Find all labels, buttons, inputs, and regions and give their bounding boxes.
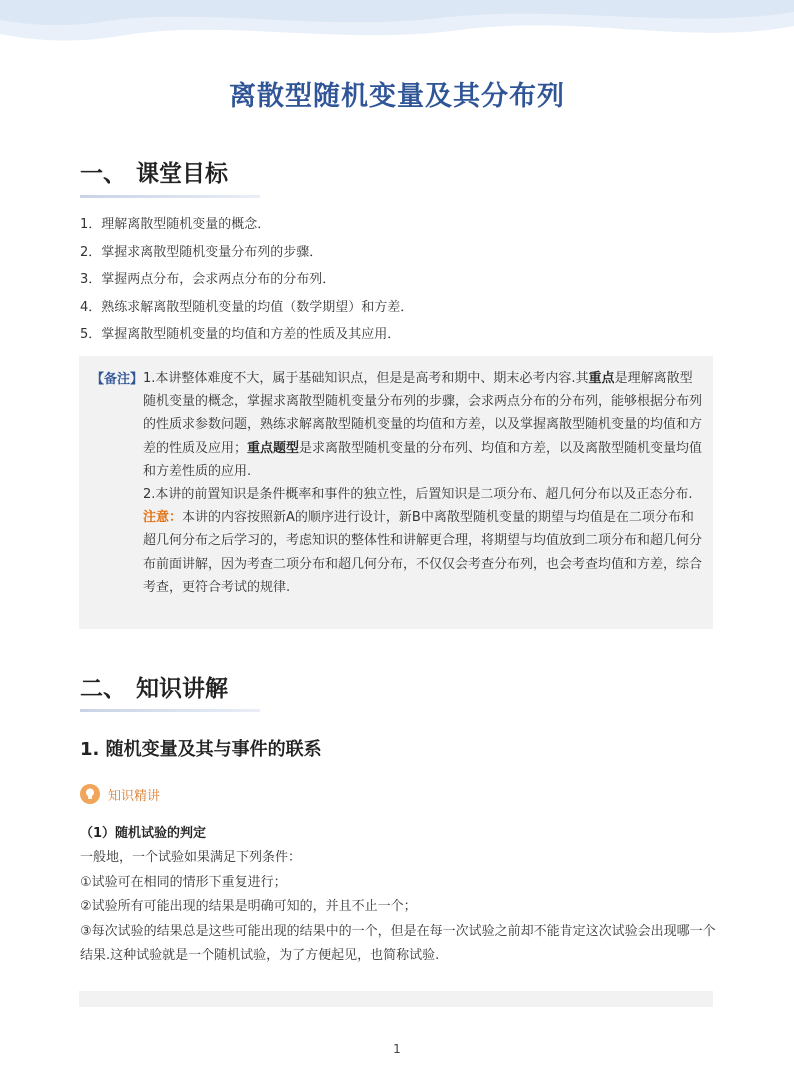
header-wave-decoration [0,0,794,60]
section-heading-knowledge [80,670,228,703]
section-title: 知识讲解 [136,676,228,702]
bottom-shaded-bar [79,991,713,1007]
document-title: 离散型随机变量及其分布列 [229,81,565,112]
item-title: （1）随机试验的判定 [80,826,207,841]
note-text: 是理解离散型随机变量的概念，掌握求离散型随机变量分布列的步骤，会求两点分布的分布列，能够根据分布列的性质求参数问题，熟练求解离散型随机变量的均值和方差，以及掌握离散型随机变量的均值和方差的性质及应用； [143,371,703,456]
section-number: 一、 [80,161,126,187]
goal-item: 4．熟练求解离散型随机变量的均值（数学期望）和方差． [80,299,414,315]
goal-item: 5．掌握离散型随机变量的均值和方差的性质及其应用． [80,327,401,342]
warning-label: 注意： [143,510,183,526]
goal-item: 1．理解离散型随机变量的概念． [80,217,271,232]
body-line: ②试验所有可能出现的结果是明确可知的，并且不止一个； [80,899,417,915]
note-tag: 【备注】 [91,372,144,387]
note-text: 1.本讲整体难度不大，属于基础知识点，但是是高考和期中、期末必考内容.其 [143,371,589,386]
page-number: 1 [393,1042,401,1056]
section-heading-goals [80,155,228,188]
subsection-title: 1. 随机变量及其与事件的联系 [80,739,322,760]
note-box [79,356,713,629]
body-text [80,846,720,969]
goal-item: 3．掌握两点分布，会求两点分布的分布列． [80,272,336,287]
note-text: 本讲的内容按照新A的顺序进行设计，新B中离散型随机变量的期望与均值是在二项分布和超几何分布之后学习的，考虑知识的整体性和讲解更合理，将期望与均值放到二项分布和超几何分布前面讲解，因为考查二项分布和超几何分布，不仅仅会考查分布列，也会考查均值和方差，综合考查，更符合考试的规律. [143,510,703,595]
body-line: ③每次试验的结果总是这些可能出现的结果中的一个，但是在每一次试验之前却不能肯定这次试验会出现哪一个结果.这种试验就是一个随机试验，为了方便起见，也简称试验. [80,923,716,964]
note-emphasis: 重点 [588,371,615,386]
section-number: 二、 [80,676,126,702]
note-body [143,367,703,599]
note-paragraph-1 [143,367,703,483]
lightbulb-icon [80,784,100,804]
goal-list [80,211,413,349]
section-underline [80,195,260,198]
note-text: 是求离散型随机变量的分布列、均值和方差，以及离散型随机变量均值和方差性质的应用. [143,440,703,479]
section-title: 课堂目标 [136,161,228,187]
note-paragraph-3 [143,506,703,599]
section-underline [80,709,260,712]
body-line: 一般地，一个试验如果满足下列条件： [80,850,302,865]
body-line: ①试验可在相同的情形下重复进行； [80,874,287,890]
note-emphasis: 重点题型 [247,440,300,456]
note-paragraph-2: 2.本讲的前置知识是条件概率和事件的独立性，后置知识是二项分布、超几何分布以及正态分布. [143,487,693,503]
knowledge-label: 知识精讲 [108,789,161,804]
goal-item: 2．掌握求离散型随机变量分布列的步骤． [80,244,323,260]
